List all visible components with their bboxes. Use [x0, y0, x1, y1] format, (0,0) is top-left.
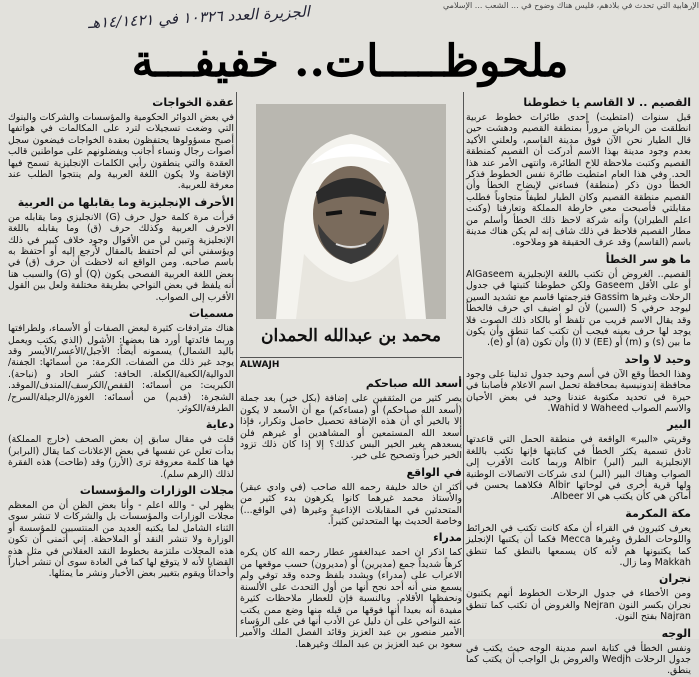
- handwritten-date-note: الجزيرة العدد ١٠٣٢٦ في ١٤/١٤٢١هـ: [87, 2, 311, 33]
- article-headline: ملحوظـــــات.. خفيفـــة: [131, 36, 569, 87]
- byline: ALWAJH: [240, 357, 462, 371]
- section-heading: عقدة الخواجات: [152, 96, 234, 109]
- section-heading: نجران: [658, 572, 691, 586]
- section-heading: الوجه: [661, 626, 691, 640]
- author-photo: [256, 104, 446, 319]
- author-portrait-image: [256, 104, 446, 319]
- section-heading: دعاية: [205, 418, 234, 432]
- section-body: هناك مترادفات كثيرة لبعض الصفات أو الأسماء، ولطرافتها وربما فائدتها أورد هنا بعضها: الأشول (الذي يكتب ويعمل باليد الشمال) يسمونه أيضاً: الأجبل/الأعسر/الأيسر وقد يوجد غير ذلك من الصفات. الكرمة: من أسمائها: الجفنة/الدوالية/الكعبة/الكعلة. الحافة: كشر الحاد و (نباحة). الكبريت: من أسمائه: القفص/الكرسف/المندف/الموقد. الشجرة: (قديم) من أسمائه: الغوزة/الرجيلة/السرح/الطرفة/الكوثر.: [8, 323, 234, 414]
- column-divider: [236, 92, 237, 637]
- section-body: ونفس الخطأ في كتابة اسم مدينة الوجه حيث يكتب في جدول الرحلات Wedjh والغروض بل الواجب أن يكتب كما ينطق.: [466, 642, 691, 677]
- section-body: في بعض الدوائر الحكومية والمؤسسات والشركات والبنوك التي وضعت تسجيلات لترد على المكالمات في هواتفها أصبح مسؤولوها يحتفظون بعقدة الخواجات فيضعون سجل أصوات رجال ونساء أجانب ويفضلونهم على مواطنين قالب العقدة والتي ينطقون رأيي الكلمات الإنجليزية تسمح فيها الإفاضة ولا يكون اللغة العربية ولم ينتجوا الطلب عند معرفة للعربية.: [8, 112, 234, 192]
- section-heading: القصيم .. لا القاسم يا خطوطنا: [523, 96, 691, 109]
- section-heading: ما هو سر الخطأ: [605, 252, 691, 266]
- section-heading: مكة المكرمة: [625, 506, 691, 520]
- section-body: القصيم.. الغروض أن تكتب باللغة الإنجليزية AlGaseem أو على الأقل Gaseem ولكن خطوطنا كتبتها في جدول الرحلات وغيرها Gassim فترجمتها قاسم مع تشديد السين ليوجد حرفي S (السين) لأن لو اضيف اي حرف فالخطأ وقد يقال الاسم قريب من تلفظ أو بالكاد ذلك الصوت فلا يوجد لها حرف بعينه فيجب أن تكتب كما تنطق وأن يكون ما بين (s) و (m) أو (EE) لا (I) وأن تكون (a) أو (e).: [466, 268, 692, 349]
- section-body: قلت في مقال سابق إن بعض الصحف (خارج المملكة) بدأت تعلن عن نفسها في بعض الإعلانات كما يقال (البرابر) فها هنا كلمة معروفة ترى (الأرز) وقد (طاحت) هذه الفقرة لذلك (الرهم سلم).: [8, 434, 234, 480]
- section-body: أكثر ان خالد خليفة رحمه الله صاحب (في وادي عبقر) والأستاذ محمد غيرهما كانوا يكرهون بدء كثير من المتحدثين في المقابلات الإذاعية وغيرها (في الواقع...) وخاصة الحديث بها المتحدثين كثيراً.: [240, 481, 462, 528]
- section-heading: البير: [667, 418, 691, 432]
- section-body: قرأت مرة كلمة حول حرف (G) الانجليزي وما يقابله من الاحرف العربية وكذلك حرف (ق) وما يقابله باللغة الإنجليزية وتبين لي من الأقوال وجود خلاف كبير في ذلك ويؤسفني أني لم أحتفظ بالمقال لأرجع إليه أو أحتفظ به باسم صاحبه. ومن الواقع انه لاحظت أن حرف (ق) في بعض اللغة العربية الفصحى يكون (Q) أو (G) والسبب هنا أنه يلفظ في بعض النواحي بطريقة مختلفة ولعل بين القول الأقرب إلى الصواب.: [8, 211, 234, 303]
- section-heading: في الواقع: [406, 465, 462, 479]
- section-heading: مجلات الوزارات والمؤسسات: [79, 483, 234, 497]
- section-heading: وحيد لا واحد: [624, 352, 691, 366]
- section-body: يظهر لي - والله اعلم - وأنا بعض الظن أن من المعظم مجلات الوزارات والمؤسسات بل والشركات لا تنشر سوى الثناء الشامل لما يكتبه العديد من المنتسبين للمؤسسة أو الوزارة ولا تنشر النقد أو الملاحظة. إني أتمنى أن تكون هذه المجلات ملتزمة بخطوط النقد العقلاني في مثل هذه القضايا لأنه لا يتوقع لها كما في العادة سوى أن تنشر أخباراً وأحداثاً ويقوم بتغيير بعض الأخبار ونشر ما يمثلها.: [8, 499, 234, 580]
- section-heading: مدراء: [433, 531, 462, 545]
- section-heading: أسعد الله صباحكم: [365, 377, 462, 391]
- right-column: [466, 92, 692, 677]
- section-body: يعرف كثيرون في القراء أن مكة كانت تكتب في الخرائط واللوحات الطرق وغيرها Mecca فكما أن يكتبها الإنجليز كما يكتبونها هم لأنه كان يسمعها بالنطق كما تنطق Makkah وما زال.: [466, 522, 692, 568]
- section-body: قبل سنوات (امتطيت) إحدى طائرات خطوط عربية انطلقت من الرياض مروراً بمنطقة القصيم ودهشت حين قال الطيار نحن الآن فوق مدينة القاسم، ولعلني الأكيد بعدم وجود مدينة بهذا الاسم أدركت أن القصيم كمنطقة القصيم وكتبت ملاحظة للاخ الطائرة، وانتهى الأمر عند هذا الحد. وفي هذا العام امتطيت طائرة نفس الخطوط فذكر الخطأ دون ذكر (منطقة) فساءني لإيضاح الخطأ وأن القصيم منطقة القصيم وكان الطيار لطيفاً متجاوباً فطلب مقابلتي فأصبحت معي خارطة المملكة وتعارفنا (وكنت اعلم الطيران) وأنه شركة لاحظ ذلك الخطأ وأسلم من مطار القصيم فلاحظ في ذلك شاف إنه لم يكن هناك مدينة باسم (القاسم) وقد عرف الحقيقة هو وملاحوه.: [466, 112, 691, 249]
- section-body: كما اذكر ان احمد عبدالغفور عطار رحمه الله كان يكره كرهاً شديداً جمع (مديرين) أو (مديرون) حسب موقعها من الاعراب على (مدراء) ويشدد بلفظ وحده وقد توفي ولم يسمع مني أنه أحد نجح أنها من أول التحدث على الألسنة ونحفظها الأقلام. وبالنسبة فإن للعطار ملاحظات كثيرة مفيدة أنه بعيدا أنها فوقها من قبله منها وضع ممن يكتب عنه النواخي على أن دليل عن الأدب أنها في على الرؤساء الأمير منصور بن عبد العزيز وقائد الفصل الملك والأمير سعود بن عبد العزيز بن عبد الملك وغيرهما.: [240, 547, 462, 650]
- column-divider: [463, 92, 464, 637]
- section-heading: الأحرف الإنجليزية وما يقابلها من العربية: [17, 195, 234, 209]
- top-strip-text: الإرهابية التي تحدث في بلادهم، فليس هناك وضوح في ... الشعب ... الإسلامي: [443, 1, 699, 10]
- section-body: ومن الأخطاء في جدول الرحلات الخطوط أنهم يكتبون نجران بكسر النون Nejran والغروض أن تكتب كما تنطق Najran بفتح النون.: [466, 588, 691, 623]
- author-name: محمد بن عبدالله الحمدان: [261, 326, 441, 346]
- middle-column: [240, 92, 462, 650]
- section-body: يصر كثير من المثقفين على إضافة (بكل خير) بعد جملة (أسعد الله صباحكم) أو (مساءكم) مع أن الأسعد لا يكون إلا بالخير أي أن هذه الإضافة تحصيل حاصل وتكرار، فإذا أسعد الله المستمعين أو المشاهدين أو غيرهم فلن يسعدهم بغير الخير البس كذلك؟ إلا إذا كان ذلك تزود الخير خيراً وتصحيح على خير.: [240, 393, 462, 462]
- section-heading: مسميات: [188, 307, 234, 321]
- section-body: وهذا الخطأ وقع الآن في أسم وحيد جدول تدلينا على وجود محافظة إندونيسية بمحافظة تحمل اسم الاعلام فأصابنا في حيرة في تحديد مكتوبة عندنا وحيد في بعض الأحيان والاسم الصواب Waheed لا Wahid.: [466, 368, 691, 414]
- left-column: [8, 92, 234, 637]
- section-body: وقريتي «البير» الواقعة في منطقة الحمل التي قاعدتها ثادق تسمية يكثر الخطأ في كتابتها فإنها تكتب باللغة الإنجليزية البير (البر) Albir وربما كانت الأقرب إلى الصواب وهناك البير (البر) لدى شركات الاتصالات الوطنية ولها قرية أخرى في لوحاتها Albir فكلاهما يحسن في أماكن هي كأن يكتب هي الا Albeer.: [466, 434, 691, 503]
